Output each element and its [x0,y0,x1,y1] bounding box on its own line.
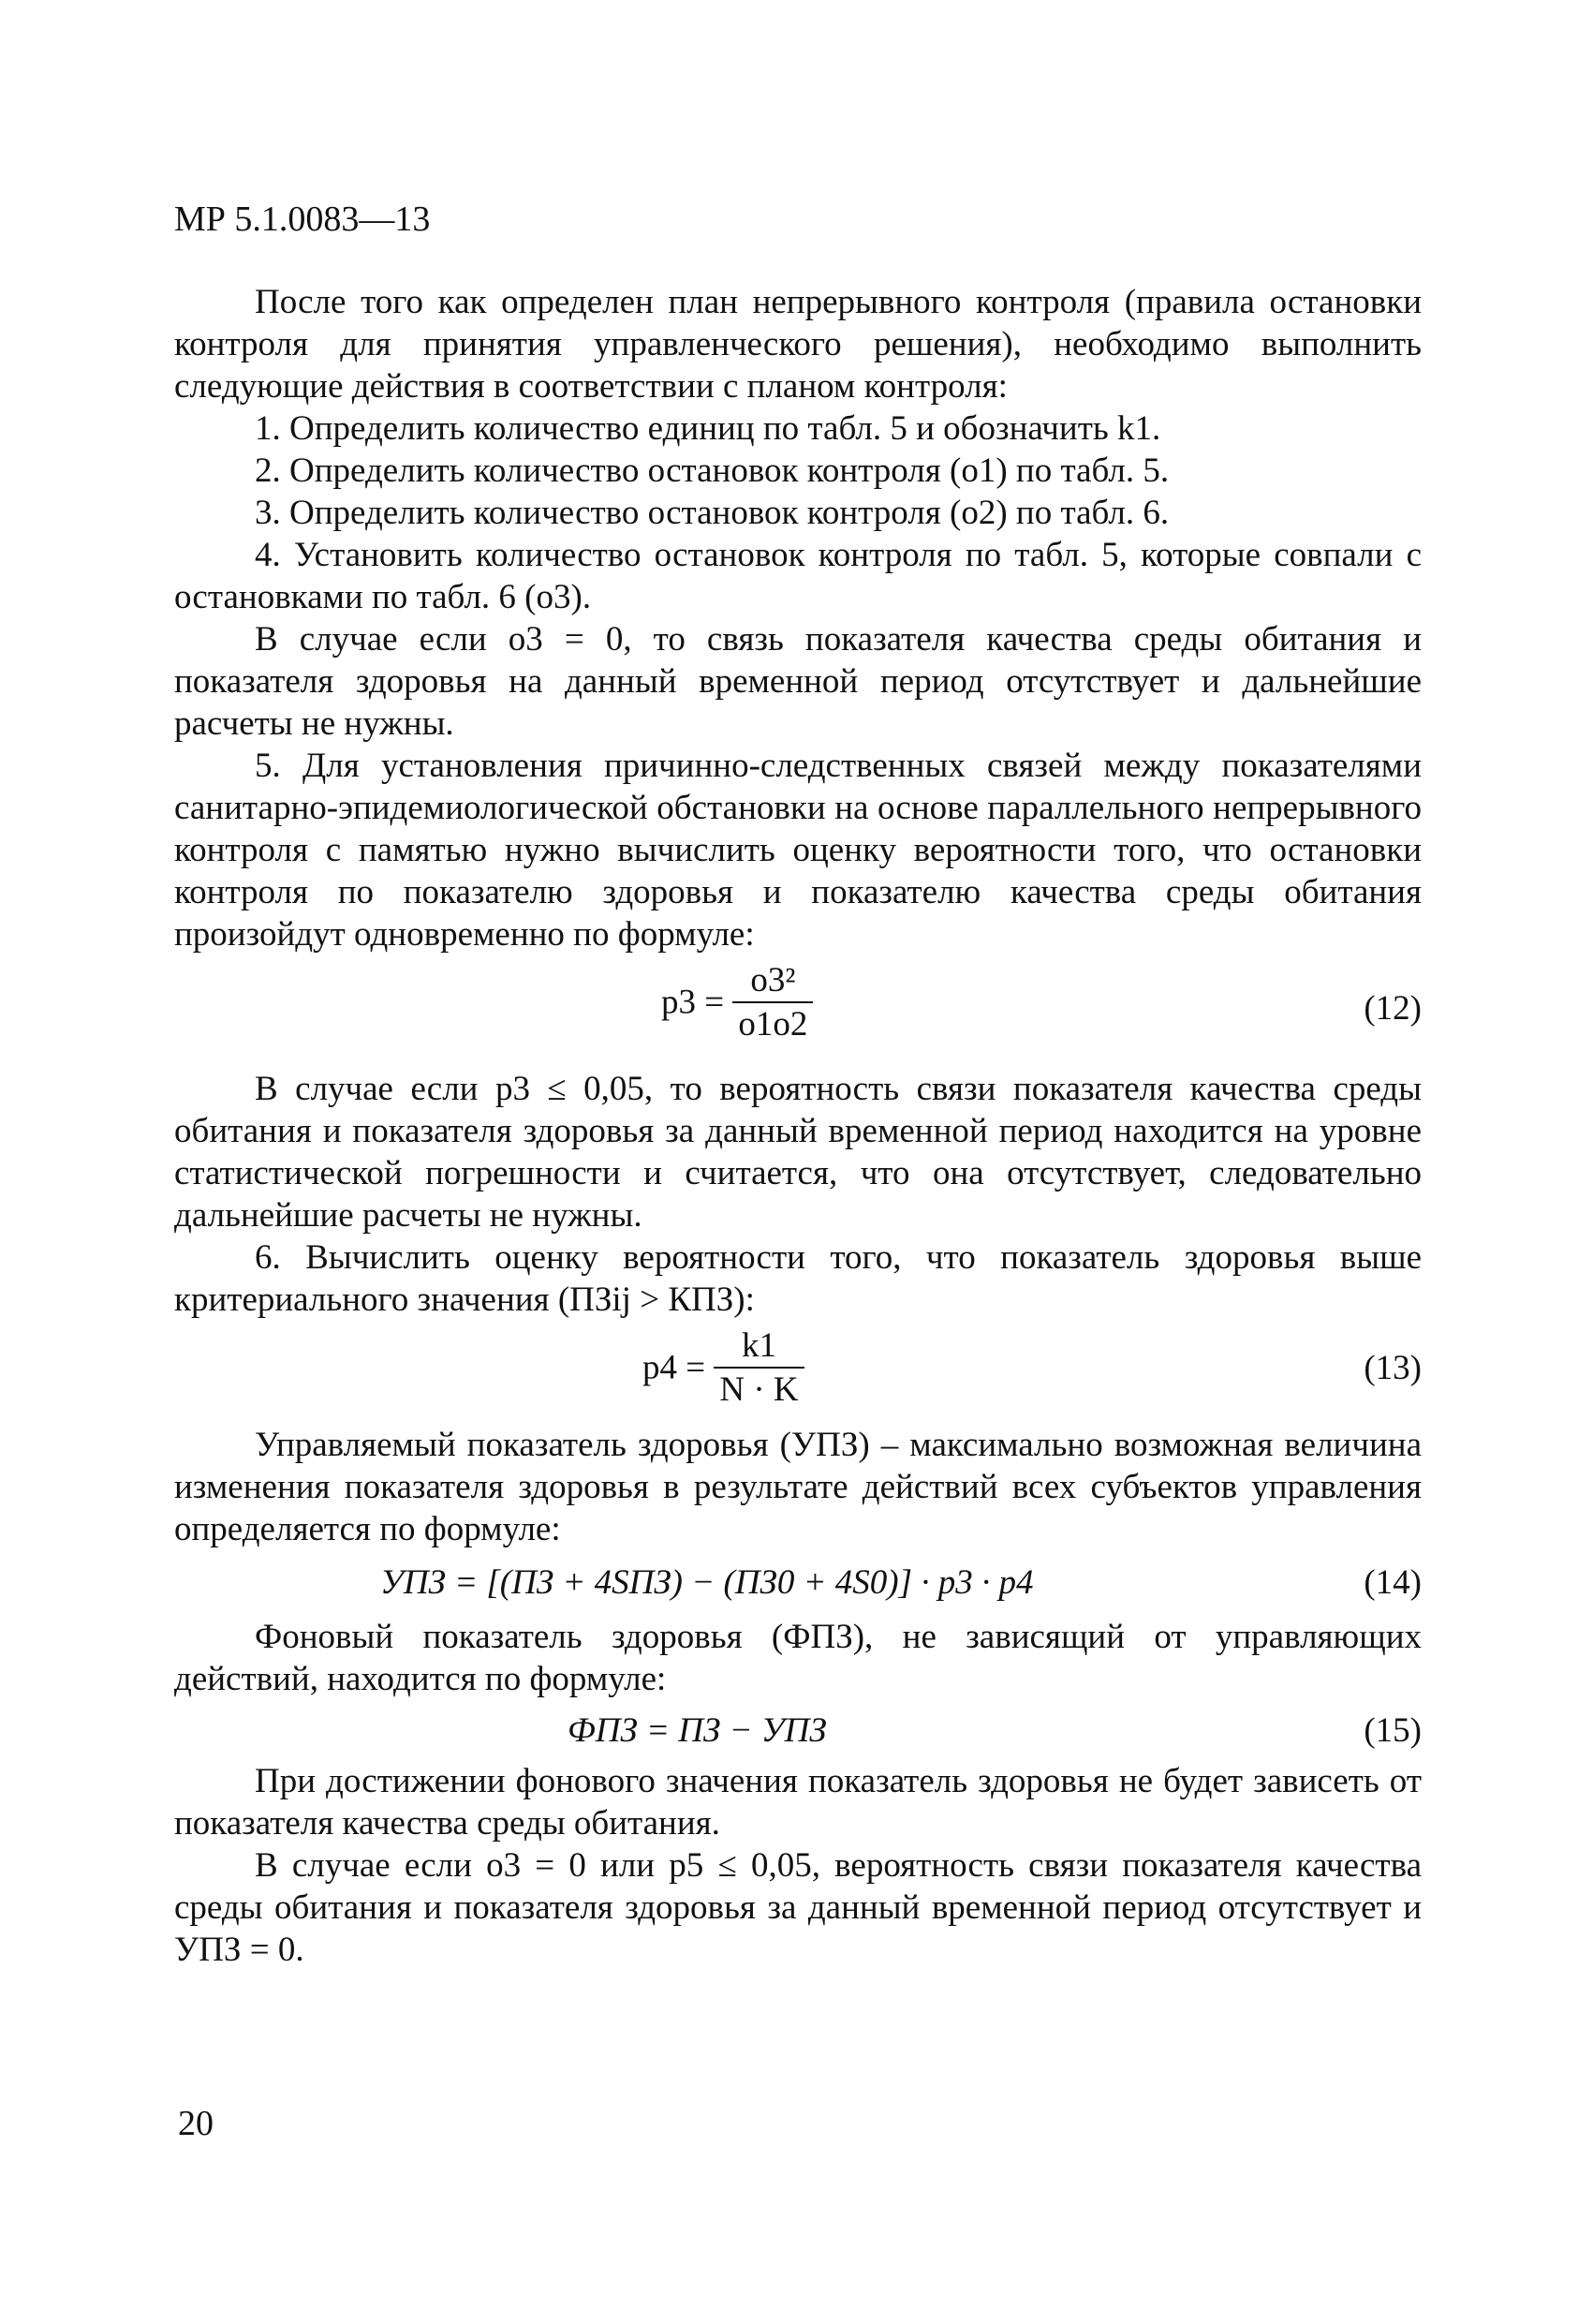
paragraph-case-o3: В случае если o3 = 0, то связь показателя качества среды обитания и показателя здоровья на данный временной период отсутствует и дальнейшие расчеты не нужны. [174,620,1422,743]
list-item-3: 3. Определить количество остановок контроля (o2) по табл. 6. [255,494,1170,532]
formula-15-expression: ФПЗ = ПЗ − УПЗ [568,1711,827,1750]
page-number: 20 [178,2104,214,2143]
formula-15 [174,1700,1422,1760]
paragraph-case-p3: В случае если p3 ≤ 0,05, то вероятность связи показателя качества среды обитания и показателя здоровья за данный временной период находится на уровне статистической погрешности и считается, что она отсутствует, следовательно дальнейшие расчеты не нужны. [174,1070,1422,1235]
formula-13-lhs: p4 = [642,1348,706,1387]
paragraph-final: В случае если o3 = 0 или p5 ≤ 0,05, вероятность связи показателя качества среды обитания и показателя здоровья за данный временной период отсутствует и УПЗ = 0. [174,1846,1422,1969]
list-item-1: 1. Определить количество единиц по табл. 5 и обозначить k1. [255,409,1161,448]
document-code: МР 5.1.0083—13 [174,200,431,239]
paragraph-intro: После того как определен план непрерывного контроля (правила остановки контроля для принятия управленческого решения), необходимо выполнить следующие действия в соответствии с планом контроля: [174,283,1422,406]
list-item-4: 4. Установить количество остановок контроля по табл. 5, которые совпали с остановками по табл. 6 (o3). [174,536,1422,616]
list-item-5: 5. Для установления причинно-следственных связей между показателями санитарно-эпидемиологической обстановки на основе параллельного непрерывного контроля с памятью нужно вычислить оценку вероятности того, что остановки контроля по показателю здоровья и показателю качества среды обитания произойдут одновременно по формуле: [174,747,1422,954]
formula-13-denominator: N · K [719,1370,799,1409]
formula-13-number: (13) [1364,1349,1422,1387]
formula-13-fraction [714,1325,804,1411]
formula-14 [174,1550,1422,1616]
formula-14-number: (14) [1364,1563,1422,1602]
paragraph-background-value: При достижении фонового значения показатель здоровья не будет зависеть от показателя качества среды обитания. [174,1762,1422,1843]
list-item-6: 6. Вычислить оценку вероятности того, что показатель здоровья выше критериального значения (ПЗij > КПЗ): [174,1238,1422,1319]
formula-13-numerator: k1 [714,1325,804,1369]
formula-13 [174,1321,1422,1424]
formula-15-number: (15) [1364,1711,1422,1750]
formula-12-numerator: o3² [732,959,813,1003]
list-item-2: 2. Определить количество остановок контроля (o1) по табл. 5. [255,451,1170,490]
formula-12-lhs: p3 = [661,983,725,1022]
paragraph-upz-definition: Управляемый показатель здоровья (УПЗ) – максимально возможная величина изменения показателя здоровья в результате действий всех субъектов управления определяется по формуле: [174,1426,1422,1548]
paragraph-fpz-definition: Фоновый показатель здоровья (ФПЗ), не зависящий от управляющих действий, находится по формуле: [174,1618,1422,1698]
formula-14-expression: УПЗ = [(ПЗ + 4SПЗ) − (ПЗ0 + 4S0)] · p3 · p4 [380,1563,1034,1602]
formula-12-denominator: o1o2 [738,1005,808,1044]
formula-12-number: (12) [1364,989,1422,1028]
formula-12 [174,955,1422,1068]
formula-12-fraction [732,959,813,1045]
page-body [174,281,1422,1971]
